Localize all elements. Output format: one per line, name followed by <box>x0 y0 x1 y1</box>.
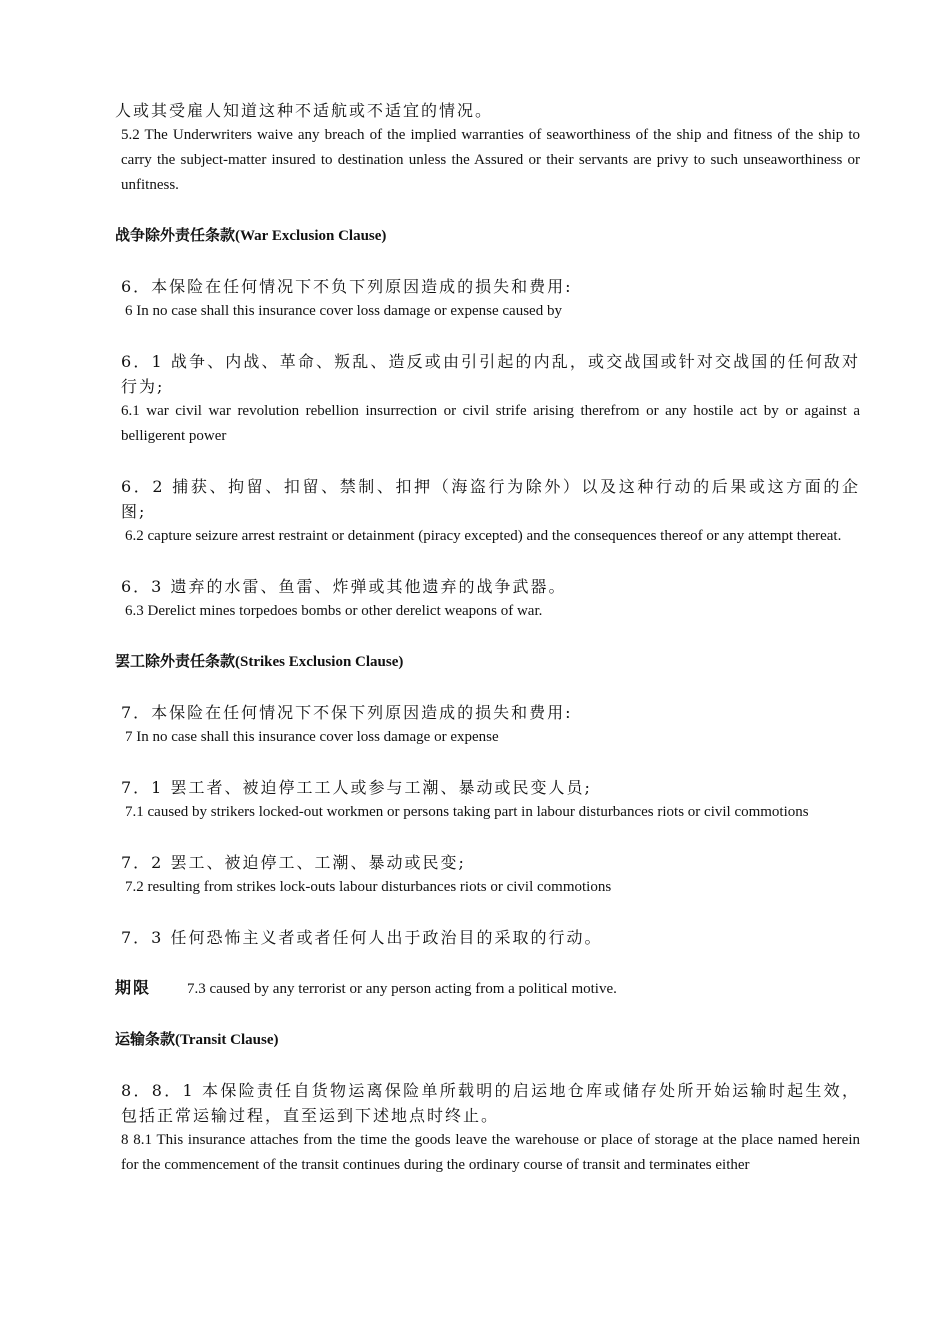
clause-8-1-en: 8 8.1 This insurance attaches from the time the goods leave the warehouse or place of storage at the place named herein for the commencement of the transit continues during the ordinary course of transit and terminates either <box>121 1132 860 1173</box>
clause-7-1-en: 7.1 caused by strikers locked-out workmen or persons taking part in labour disturbances riots or civil commotions <box>125 804 809 820</box>
war-exclusion-heading <box>115 223 860 249</box>
clause-6-3-zh: 6．3 遗弃的水雷、鱼雷、炸弹或其他遗弃的战争武器。 <box>121 577 567 596</box>
clause-7-2-en: 7.2 resulting from strikes lock-outs labour disturbances riots or civil commotions <box>125 879 612 895</box>
strikes-heading-en: (Strikes Exclusion Clause) <box>235 654 404 670</box>
clause-6-zh: 6．本保险在任何情况下不负下列原因造成的损失和费用: <box>121 277 573 296</box>
clause-8-1-zh: 8．8．1 本保险责任自货物运离保险单所载明的启运地仓库或储存处所开始运输时起生效，包括正常运输过程，直至运到下述地点时终止。 <box>121 1081 860 1125</box>
document-page <box>115 98 860 1178</box>
clause-6-2-zh: 6．2 捕获、拘留、扣留、禁制、扣押（海盗行为除外）以及这种行动的后果或这方面的企图; <box>121 477 860 521</box>
transit-heading-en: (Transit Clause) <box>175 1032 279 1048</box>
clause-6-1-en: 6.1 war civil war revolution rebellion insurrection or civil strife arising therefrom or any hostile act by or against a belligerent power <box>121 403 860 444</box>
strikes-heading-zh: 罢工除外责任条款 <box>115 652 236 670</box>
period-line <box>115 975 860 1002</box>
clause-6-2-en: 6.2 capture seizure arrest restraint or detainment (piracy excepted) and the consequences thereof or any attempt thereat. <box>125 528 842 544</box>
war-heading-zh: 战争除外责任条款 <box>115 226 236 244</box>
transit-heading <box>115 1027 860 1053</box>
period-label: 期限 <box>115 978 152 997</box>
clause-7-3-en: 7.3 caused by any terrorist or any person acting from a political motive. <box>187 981 617 997</box>
clause-7-3-zh: 7．3 任何恐怖主义者或者任何人出于政治目的采取的行动。 <box>121 928 603 947</box>
clause-6-en: 6 In no case shall this insurance cover loss damage or expense caused by <box>125 303 562 319</box>
clause-7-en: 7 In no case shall this insurance cover loss damage or expense <box>125 729 499 745</box>
war-heading-en: (War Exclusion Clause) <box>235 228 387 244</box>
clause-6-3-en: 6.3 Derelict mines torpedoes bombs or other derelict weapons of war. <box>125 603 543 619</box>
clause-7-zh: 7．本保险在任何情况下不保下列原因造成的损失和费用: <box>121 703 573 722</box>
clause-7-1-zh: 7．1 罢工者、被迫停工工人或参与工潮、暴动或民变人员; <box>121 778 592 797</box>
clause-5-2-zh: 人或其受雇人知道这种不适航或不适宜的情况。 <box>115 101 494 120</box>
clause-6-1-zh: 6．1 战争、内战、革命、叛乱、造反或由引引起的内乱，或交战国或针对交战国的任何敌对行为; <box>121 352 860 396</box>
clause-7-2-zh: 7．2 罢工、被迫停工、工潮、暴动或民变; <box>121 853 466 872</box>
strikes-exclusion-heading <box>115 649 860 675</box>
transit-heading-zh: 运输条款 <box>115 1030 176 1048</box>
clause-5-2-en: 5.2 The Underwriters waive any breach of the implied warranties of seaworthiness of the ship and fitness of the ship to carry the subject-matter insured to destination unless the Assured or their servants are privy to such unseaworthiness or unfitness. <box>121 127 860 193</box>
